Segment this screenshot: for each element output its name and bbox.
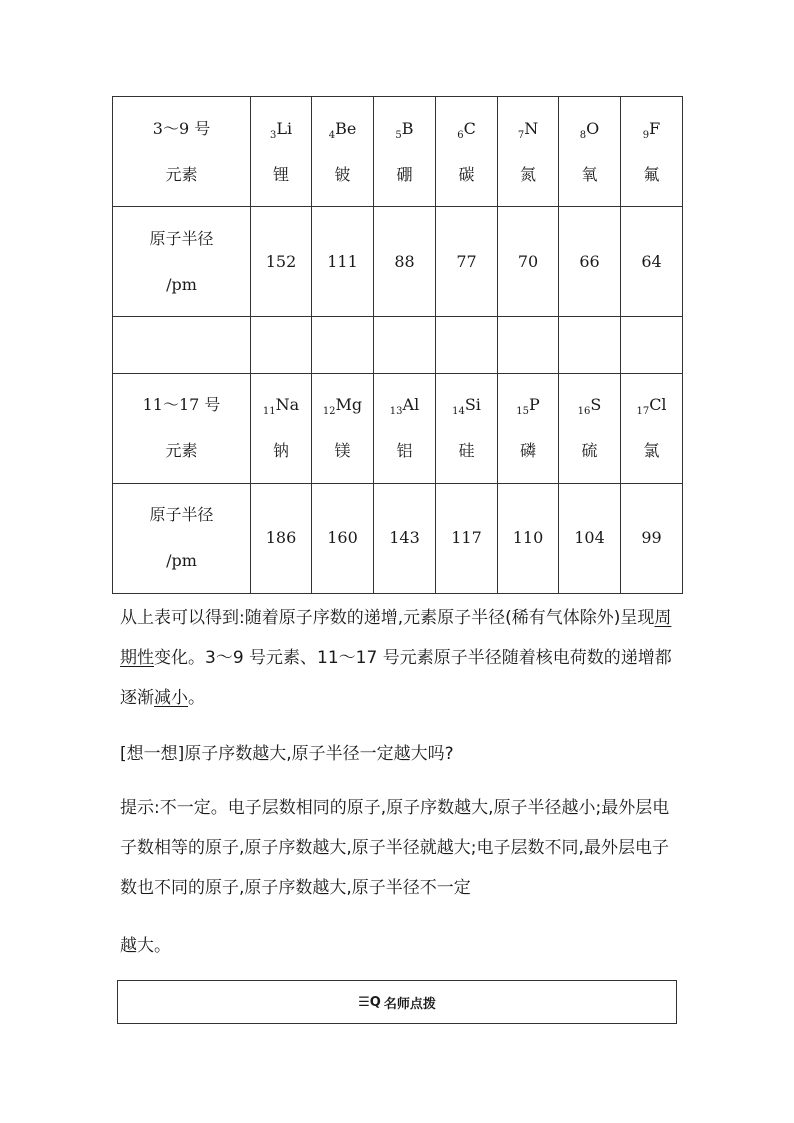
empty-cell	[559, 317, 621, 373]
radius-value: 111	[312, 207, 374, 317]
radius-value: 104	[559, 483, 621, 593]
underlined-term: 减小	[154, 688, 188, 708]
radius-value: 117	[436, 483, 498, 593]
empty-cell	[621, 317, 683, 373]
table-row-empty	[113, 317, 683, 373]
element-cell: $_{14}$Si 硅	[436, 373, 498, 483]
row-header: 11～17 号 元素	[113, 373, 251, 483]
radius-value: 186	[251, 483, 312, 593]
element-cell: $_{17}$Cl 氯	[621, 373, 683, 483]
teacher-tips-label: 名师点拨	[383, 996, 436, 1012]
element-cell: $_6$C 碳	[436, 97, 498, 207]
table-row-radius-11-17	[113, 483, 683, 593]
element-cell: $_4$Be 铍	[312, 97, 374, 207]
element-cell: $_{13}$Al 铝	[374, 373, 436, 483]
radius-value: 77	[436, 207, 498, 317]
radius-value: 110	[498, 483, 559, 593]
row-header: 3～9 号 元素	[113, 97, 251, 207]
element-cell: $_5$B 硼	[374, 97, 436, 207]
radius-value: 70	[498, 207, 559, 317]
search-list-icon: ☰Q	[358, 994, 381, 1010]
underlined-term: 周期性	[120, 608, 672, 668]
teacher-tips-box	[117, 980, 677, 1024]
row-header: 原子半径 /pm	[113, 207, 251, 317]
radius-value: 66	[559, 207, 621, 317]
element-cell: $_{12}$Mg 镁	[312, 373, 374, 483]
table-row-radius-3-9	[113, 207, 683, 317]
radius-value: 160	[312, 483, 374, 593]
radius-value: 143	[374, 483, 436, 593]
empty-cell	[113, 317, 251, 373]
table-row-elements-3-9	[113, 97, 683, 207]
empty-cell	[312, 317, 374, 373]
empty-cell	[251, 317, 312, 373]
empty-cell	[374, 317, 436, 373]
empty-cell	[436, 317, 498, 373]
table-row-elements-11-17	[113, 373, 683, 483]
hint-paragraph: 提示:不一定。电子层数相同的原子,原子序数越大,原子半径越小;最外层电子数相等的原子,原子序数越大,原子半径就越大;电子层数不同,最外层电子数也不同的原子,原子序数越大,原子半径不一定	[120, 798, 670, 898]
row-header: 原子半径 /pm	[113, 483, 251, 593]
radius-value: 152	[251, 207, 312, 317]
empty-cell	[498, 317, 559, 373]
element-cell: $_3$Li 锂	[251, 97, 312, 207]
radius-value: 64	[621, 207, 683, 317]
element-cell: $_{16}$S 硫	[559, 373, 621, 483]
element-cell: $_8$O 氧	[559, 97, 621, 207]
radius-value: 88	[374, 207, 436, 317]
conclusion-paragraph: 从上表可以得到:随着原子序数的递增,元素原子半径(稀有气体除外)呈现周期性变化。3～9 号元素、11～17 号元素原子半径随着核电荷数的递增都逐渐减小。	[120, 608, 672, 708]
think-question: [想一想]原子序数越大,原子半径一定越大吗?	[120, 744, 454, 764]
hint-paragraph-end: 越大。	[120, 936, 171, 956]
element-cell: $_7$N 氮	[498, 97, 559, 207]
atomic-radius-table	[112, 96, 683, 594]
radius-value: 99	[621, 483, 683, 593]
element-cell: $_{11}$Na 钠	[251, 373, 312, 483]
element-cell: $_9$F 氟	[621, 97, 683, 207]
element-cell: $_{15}$P 磷	[498, 373, 559, 483]
